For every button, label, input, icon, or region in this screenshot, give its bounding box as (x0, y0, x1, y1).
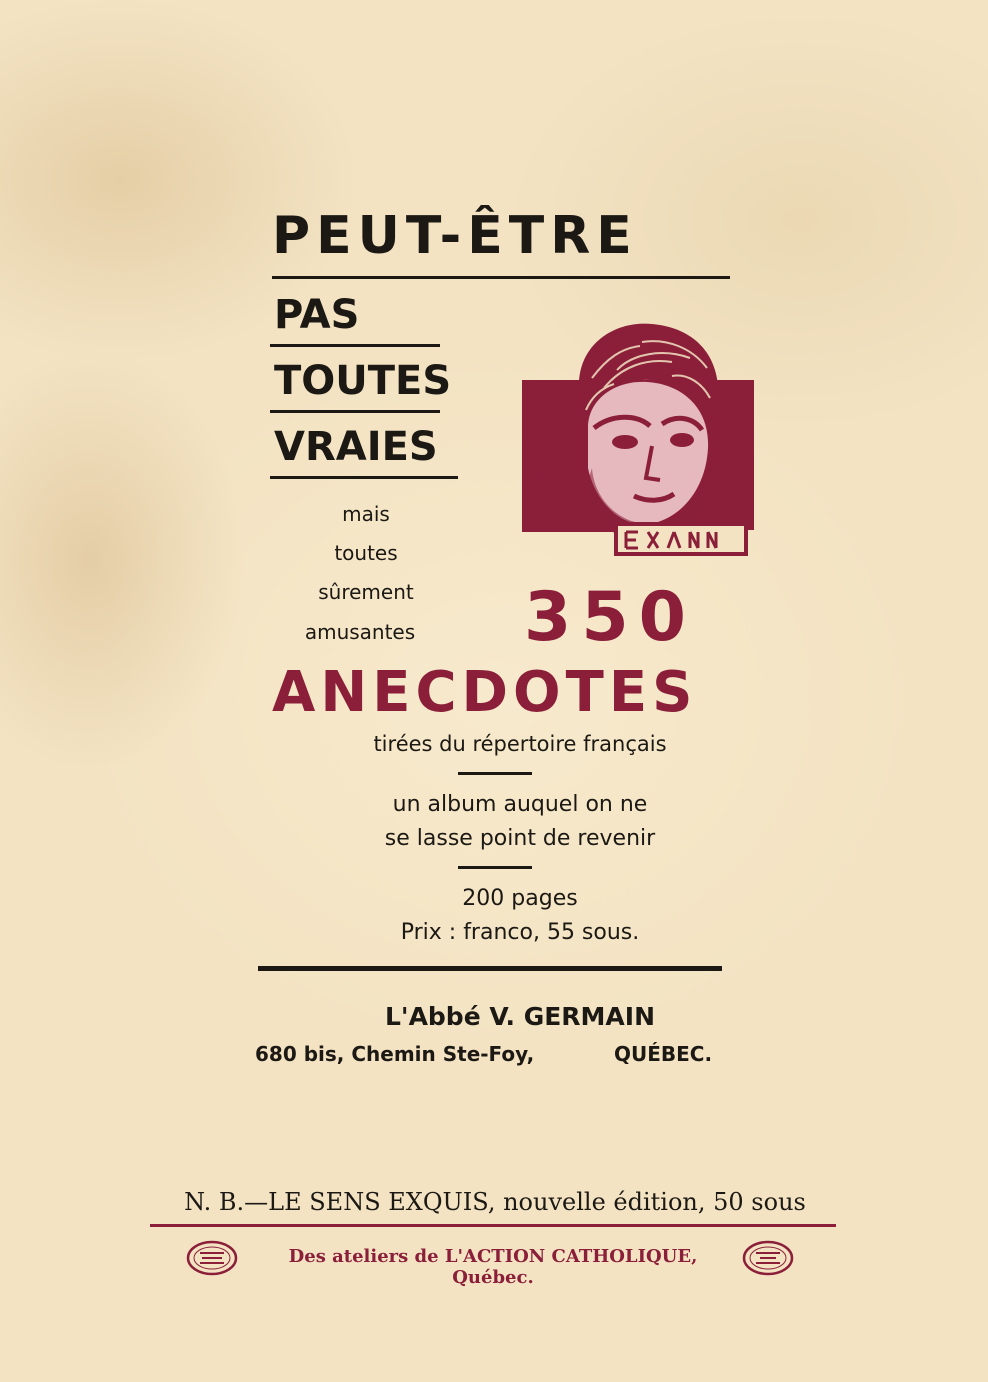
vraies-underline (270, 476, 458, 479)
title-underline (272, 276, 730, 279)
page-count: 200 pages (462, 886, 578, 911)
reader-portrait-illustration (522, 318, 754, 556)
main-divider (258, 966, 722, 971)
anecdotes-heading: ANECDOTES (272, 660, 698, 725)
footer-note: N. B.—LE SENS EXQUIS, nouvelle édition, 50 sous (184, 1188, 806, 1216)
footer-rule (150, 1224, 836, 1227)
divider-2 (458, 866, 532, 869)
source-line: tirées du répertoire français (373, 732, 667, 756)
imprime-au-canada-seal (186, 1240, 238, 1276)
description-line-2: se lasse point de revenir (384, 826, 656, 851)
printer-line: Des ateliers de L'ACTION CATHOLIQUE, Québec. (288, 1246, 698, 1288)
subtext-surement: sûrement (318, 580, 414, 604)
description-line-1: un album auquel on ne (392, 792, 648, 817)
subtext-toutes: toutes (334, 541, 398, 565)
divider-1 (458, 772, 532, 775)
headline-vraies: VRAIES (274, 424, 438, 470)
subtext-amusantes: amusantes (304, 620, 416, 644)
headline-pas: PAS (274, 292, 360, 338)
author-name: L'Abbé V. GERMAIN (384, 1002, 655, 1031)
printed-in-canada-seal (742, 1240, 794, 1276)
pas-underline (270, 344, 440, 347)
author-city: QUÉBEC. (614, 1042, 713, 1066)
price-line: Prix : franco, 55 sous. (400, 920, 640, 945)
subtext-mais: mais (342, 502, 390, 526)
toutes-underline (270, 410, 440, 413)
anecdote-count: 350 (524, 578, 696, 657)
headline-title: PEUT-ÊTRE (272, 206, 638, 266)
author-address: 680 bis, Chemin Ste-Foy, (255, 1042, 535, 1066)
headline-toutes: TOUTES (274, 358, 452, 404)
